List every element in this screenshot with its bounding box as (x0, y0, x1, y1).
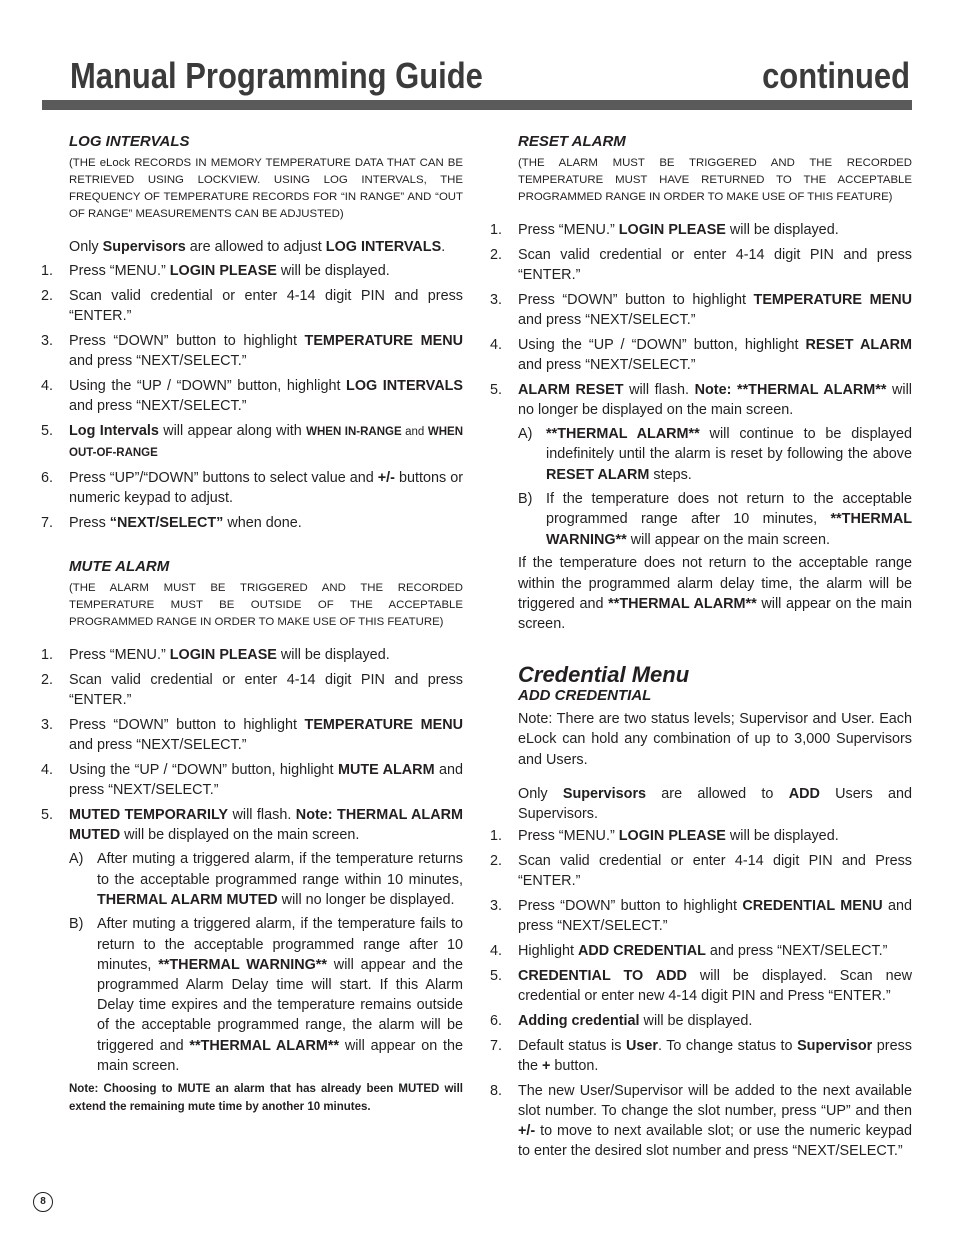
list-item: 4. Using the “UP / “DOWN” button, highlight MUTE ALARM and press “NEXT/SELECT.” (41, 762, 463, 799)
mute-alarm-substeps (69, 849, 463, 1076)
list-item: 7. Default status is User. To change status to Supervisor press the + button. (490, 1037, 912, 1074)
mute-alarm-steps (41, 645, 463, 1076)
list-item: 3. Press “DOWN” button to highlight TEMPERATURE MENU and press “NEXT/SELECT.” (41, 717, 463, 754)
list-item: 4. Using the “UP / “DOWN” button, highlight RESET ALARM and press “NEXT/SELECT.” (490, 336, 912, 373)
add-credential-steps (490, 826, 912, 1161)
mute-footnote: Note: Choosing to MUTE an alarm that has already been MUTED will extend the remaining mute time by another 10 minutes. (69, 1082, 463, 1113)
mute-alarm-note: (THE ALARM MUST BE TRIGGERED AND THE RECORDED TEMPERATURE MUST BE OUTSIDE OF THE ACCEPTABLE PROGRAMMED RANGE IN ORDER TO MAKE USE OF THIS FEATURE) (69, 582, 463, 629)
list-item: 4. Using the “UP / “DOWN” button, highlight LOG INTERVALS and press “NEXT/SELECT.” (41, 378, 463, 415)
reset-alarm-after: If the temperature does not return to the acceptable range within the programmed alarm delay time, the alarm will be triggered and **THERMAL ALARM** will appear on the main screen. (518, 555, 912, 633)
list-item: 1. Press “MENU.” LOGIN PLEASE will be displayed. (41, 647, 390, 664)
list-item: 5. Log Intervals will appear along with WHEN IN-RANGE and WHEN OUT-OF-RANGE (41, 423, 463, 460)
list-item: 5. MUTED TEMPORARILY will flash. Note: THERMAL ALARM MUTED will be displayed on the main screen. A) After muting a triggered alarm, if the temperature returns to the acceptable programmed range within 10 minutes, THERMAL ALARM MUTED will no longer be displayed. B) After muting a triggered alarm, if the temperature fails to return to the acceptable programmed range after 10 minutes, **THERMAL WARNING** will appear and the programmed Alarm Delay time will start. If this Alarm Delay time expires and the temperature remains outside of the acceptable programmed range, the alarm will be triggered and **THERMAL ALARM** will appear on the main screen. (69, 805, 463, 1076)
list-item: 2. Scan valid credential or enter 4-14 digit PIN and press “ENTER.” (41, 288, 463, 325)
list-item: 2. Scan valid credential or enter 4-14 digit PIN and press “ENTER.” (41, 672, 463, 709)
page-header (70, 56, 910, 96)
list-item: A) **THERMAL ALARM** will continue to be displayed indefinitely until the alarm is reset by following the above RESET ALARM steps. (518, 426, 913, 483)
list-item: 8. The new User/Supervisor will be added to the next available slot number. To change the slot number, press “UP” and then +/- to move to next available slot; or use the numeric keypad to enter the desired slot number and press “NEXT/SELECT.” (490, 1082, 912, 1160)
reset-alarm-heading: RESET ALARM (518, 133, 626, 150)
list-item: 2. Scan valid credential or enter 4-14 digit PIN and press “ENTER.” (490, 246, 912, 283)
page-title: Manual Programming Guide (70, 55, 483, 96)
list-item: B) After muting a triggered alarm, if the temperature fails to return to the acceptable programmed range after 10 minutes, **THERMAL WARNING** will appear and the programmed Alarm Delay time will start. If this Alarm Delay time expires and the temperature remains outside of the acceptable programmed range, the alarm will be triggered and **THERMAL ALARM** will appear on the main screen. (69, 916, 463, 1074)
list-item: 1. Press “MENU.” LOGIN PLEASE will be displayed. (490, 222, 839, 238)
log-intervals-heading: LOG INTERVALS (69, 133, 190, 150)
reset-alarm-substeps (518, 424, 912, 550)
list-item: 3. Press “DOWN” button to highlight CREDENTIAL MENU and press “NEXT/SELECT.” (490, 898, 912, 935)
page-number: 8 (33, 1192, 53, 1212)
list-item: 1. Press “MENU.” LOGIN PLEASE will be displayed. (490, 828, 839, 845)
credential-intro: Only Supervisors are allowed to ADD Users and Supervisors. (518, 785, 913, 823)
list-item: A) After muting a triggered alarm, if the temperature returns to the acceptable programmed range within 10 minutes, THERMAL ALARM MUTED will no longer be displayed. (69, 851, 463, 908)
list-item: 3. Press “DOWN” button to highlight TEMPERATURE MENU and press “NEXT/SELECT.” (490, 291, 912, 328)
reset-alarm-steps (490, 220, 913, 550)
right-column (490, 132, 913, 1166)
log-intervals-steps (41, 261, 464, 533)
list-item: 5. CREDENTIAL TO ADD will be displayed. Scan new credential or enter new 4-14 digit PIN and Press “ENTER.” (490, 967, 912, 1005)
header-rule (42, 100, 912, 110)
add-credential-heading: ADD CREDENTIAL (518, 687, 652, 705)
list-item: 3. Press “DOWN” button to highlight TEMPERATURE MENU and press “NEXT/SELECT.” (41, 333, 463, 370)
list-item: B) If the temperature does not return to the acceptable programmed range after 10 minutes, **THERMAL WARNING** will appear on the main screen. (518, 491, 912, 548)
list-item: 6. Adding credential will be displayed. (490, 1012, 753, 1029)
log-intervals-intro: Only Supervisors are allowed to adjust LOG INTERVALS. (69, 239, 446, 255)
list-item: 2. Scan valid credential or enter 4-14 digit PIN and Press “ENTER.” (490, 853, 912, 890)
credential-note: Note: There are two status levels; Supervisor and User. Each eLock can hold any combination of up to 3,000 Supervisors and Users. (518, 711, 912, 768)
log-intervals-note: (THE eLock RECORDS IN MEMORY TEMPERATURE DATA THAT CAN BE RETRIEVED USING LOCKVIEW. USING LOG INTERVALS, THE FREQUENCY OF TEMPERATURE RECORDS FOR “IN RANGE” AND “OUT OF RANGE” MEASUREMENTS CAN BE ADJUSTED) (69, 157, 463, 220)
reset-alarm-note: (THE ALARM MUST BE TRIGGERED AND THE RECORDED TEMPERATURE MUST HAVE RETURNED TO THE ACCEPTABLE PROGRAMMED RANGE IN ORDER TO MAKE USE OF THIS FEATURE) (518, 157, 912, 203)
left-column (41, 132, 464, 1116)
continued-label: continued (762, 55, 910, 96)
list-item: 7. Press “NEXT/SELECT” when done. (41, 515, 302, 531)
mute-alarm-heading: MUTE ALARM (69, 558, 170, 576)
list-item: 1. Press “MENU.” LOGIN PLEASE will be displayed. (41, 263, 390, 280)
list-item: 5. ALARM RESET will flash. Note: **THERMAL ALARM** will no longer be displayed on the main screen. A) **THERMAL ALARM** will continue to be displayed indefinitely until the alarm is reset by following the above RESET ALARM steps. B) If the temperature does not return to the acceptable programmed range after 10 minutes, **THERMAL WARNING** will appear on the main screen. (518, 380, 912, 550)
credential-menu-title: Credential Menu (518, 662, 690, 688)
list-item: 6. Press “UP”/“DOWN” buttons to select value and +/- buttons or numeric keypad to adjust. (41, 470, 464, 507)
list-item: 4. Highlight ADD CREDENTIAL and press “NEXT/SELECT.” (490, 943, 888, 960)
